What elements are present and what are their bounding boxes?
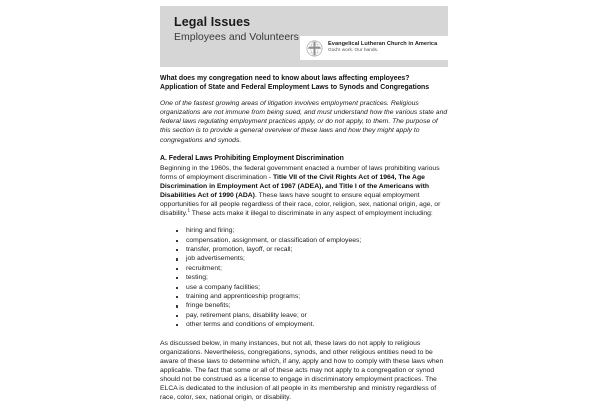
list-item: transfer, promotion, layoff, or recall; — [176, 245, 450, 254]
organization-logo-lockup — [300, 36, 448, 60]
organization-tagline: God's work. Our hands. — [328, 48, 379, 54]
list-item: job advertisements; — [176, 254, 450, 263]
page-subtitle: Employees and Volunteers — [174, 31, 299, 43]
document-body — [160, 75, 450, 409]
list-item: testing; — [176, 273, 450, 282]
employment-aspects-list — [160, 226, 450, 329]
logo-text-group — [328, 41, 437, 55]
paragraph-text-lead: Beginning in the 1960s, the federal government enacted a number of laws prohibiting various forms of employment discrimination - — [160, 164, 440, 181]
list-item: use a company facilities; — [176, 283, 450, 292]
question-heading — [160, 75, 450, 92]
organization-name: Evangelical Lutheran Church in America — [328, 41, 438, 48]
elca-cross-globe-logo-icon — [306, 40, 323, 57]
list-item: training and apprenticeship programs; — [176, 292, 450, 301]
intro-paragraph: One of the fastest growing areas of litigation involves employment practices. Religious organizations are not immune from being sued, and must understand how the various state and federal laws regulating employment practices apply, or do not apply, to them. The purpose of this section is to provide a general overview of these laws and how they might apply to congregations and synods. — [160, 100, 448, 144]
list-item: hiring and firing; — [176, 226, 450, 235]
header-title-group — [174, 15, 299, 44]
list-item: compensation, assignment, or classification of employees; — [176, 236, 450, 245]
page-title: Legal Issues — [174, 15, 251, 29]
list-item: pay, retirement plans, disability leave; or — [176, 311, 450, 320]
list-item: recruitment; — [176, 264, 450, 273]
question-heading-line-2: Application of State and Federal Employment Laws to Synods and Congregations — [160, 83, 430, 91]
question-heading-line-1: What does my congregation need to know about laws affecting employees? — [160, 75, 410, 82]
list-item: fringe benefits; — [176, 301, 450, 310]
paragraph-text-tail: These acts make it illegal to discriminate in any aspect of employment including: — [190, 210, 433, 218]
section-a-paragraph — [160, 164, 450, 219]
footnote-marker: 1 — [187, 207, 191, 213]
closing-paragraph: As discussed below, in many instances, but not all, these laws do not apply to religious organizations. Nevertheless, congregations, synods, and other religious entities need to be aware of these laws to determine which, if any, apply and how to comply with these laws when applicable. The fact that some or all of these acts may not apply to a congregation or synod should not be construed as a license to engage in discriminatory employment practices. The ELCA is dedicated to the inclusion of all people in its membership and ministry regardless of race, color, sex, national origin, or disability. — [160, 339, 444, 402]
section-a-heading: A. Federal Laws Prohibiting Employment Discrimination — [160, 154, 344, 162]
list-item: other terms and conditions of employment. — [176, 320, 450, 329]
statute-names-bold: Title VII of the Civil Rights Act of 1964, The Age Discrimination in Employment Act of 1967 (ADEA), and Title I of the Americans with Disabilities Act of 1990 (ADA) — [160, 173, 430, 199]
paragraph-text-middle: . These laws have sought to ensure equal employment opportunities for all people regardless of their race, color, religion, sex, national origin, age, or disability. — [160, 191, 441, 218]
